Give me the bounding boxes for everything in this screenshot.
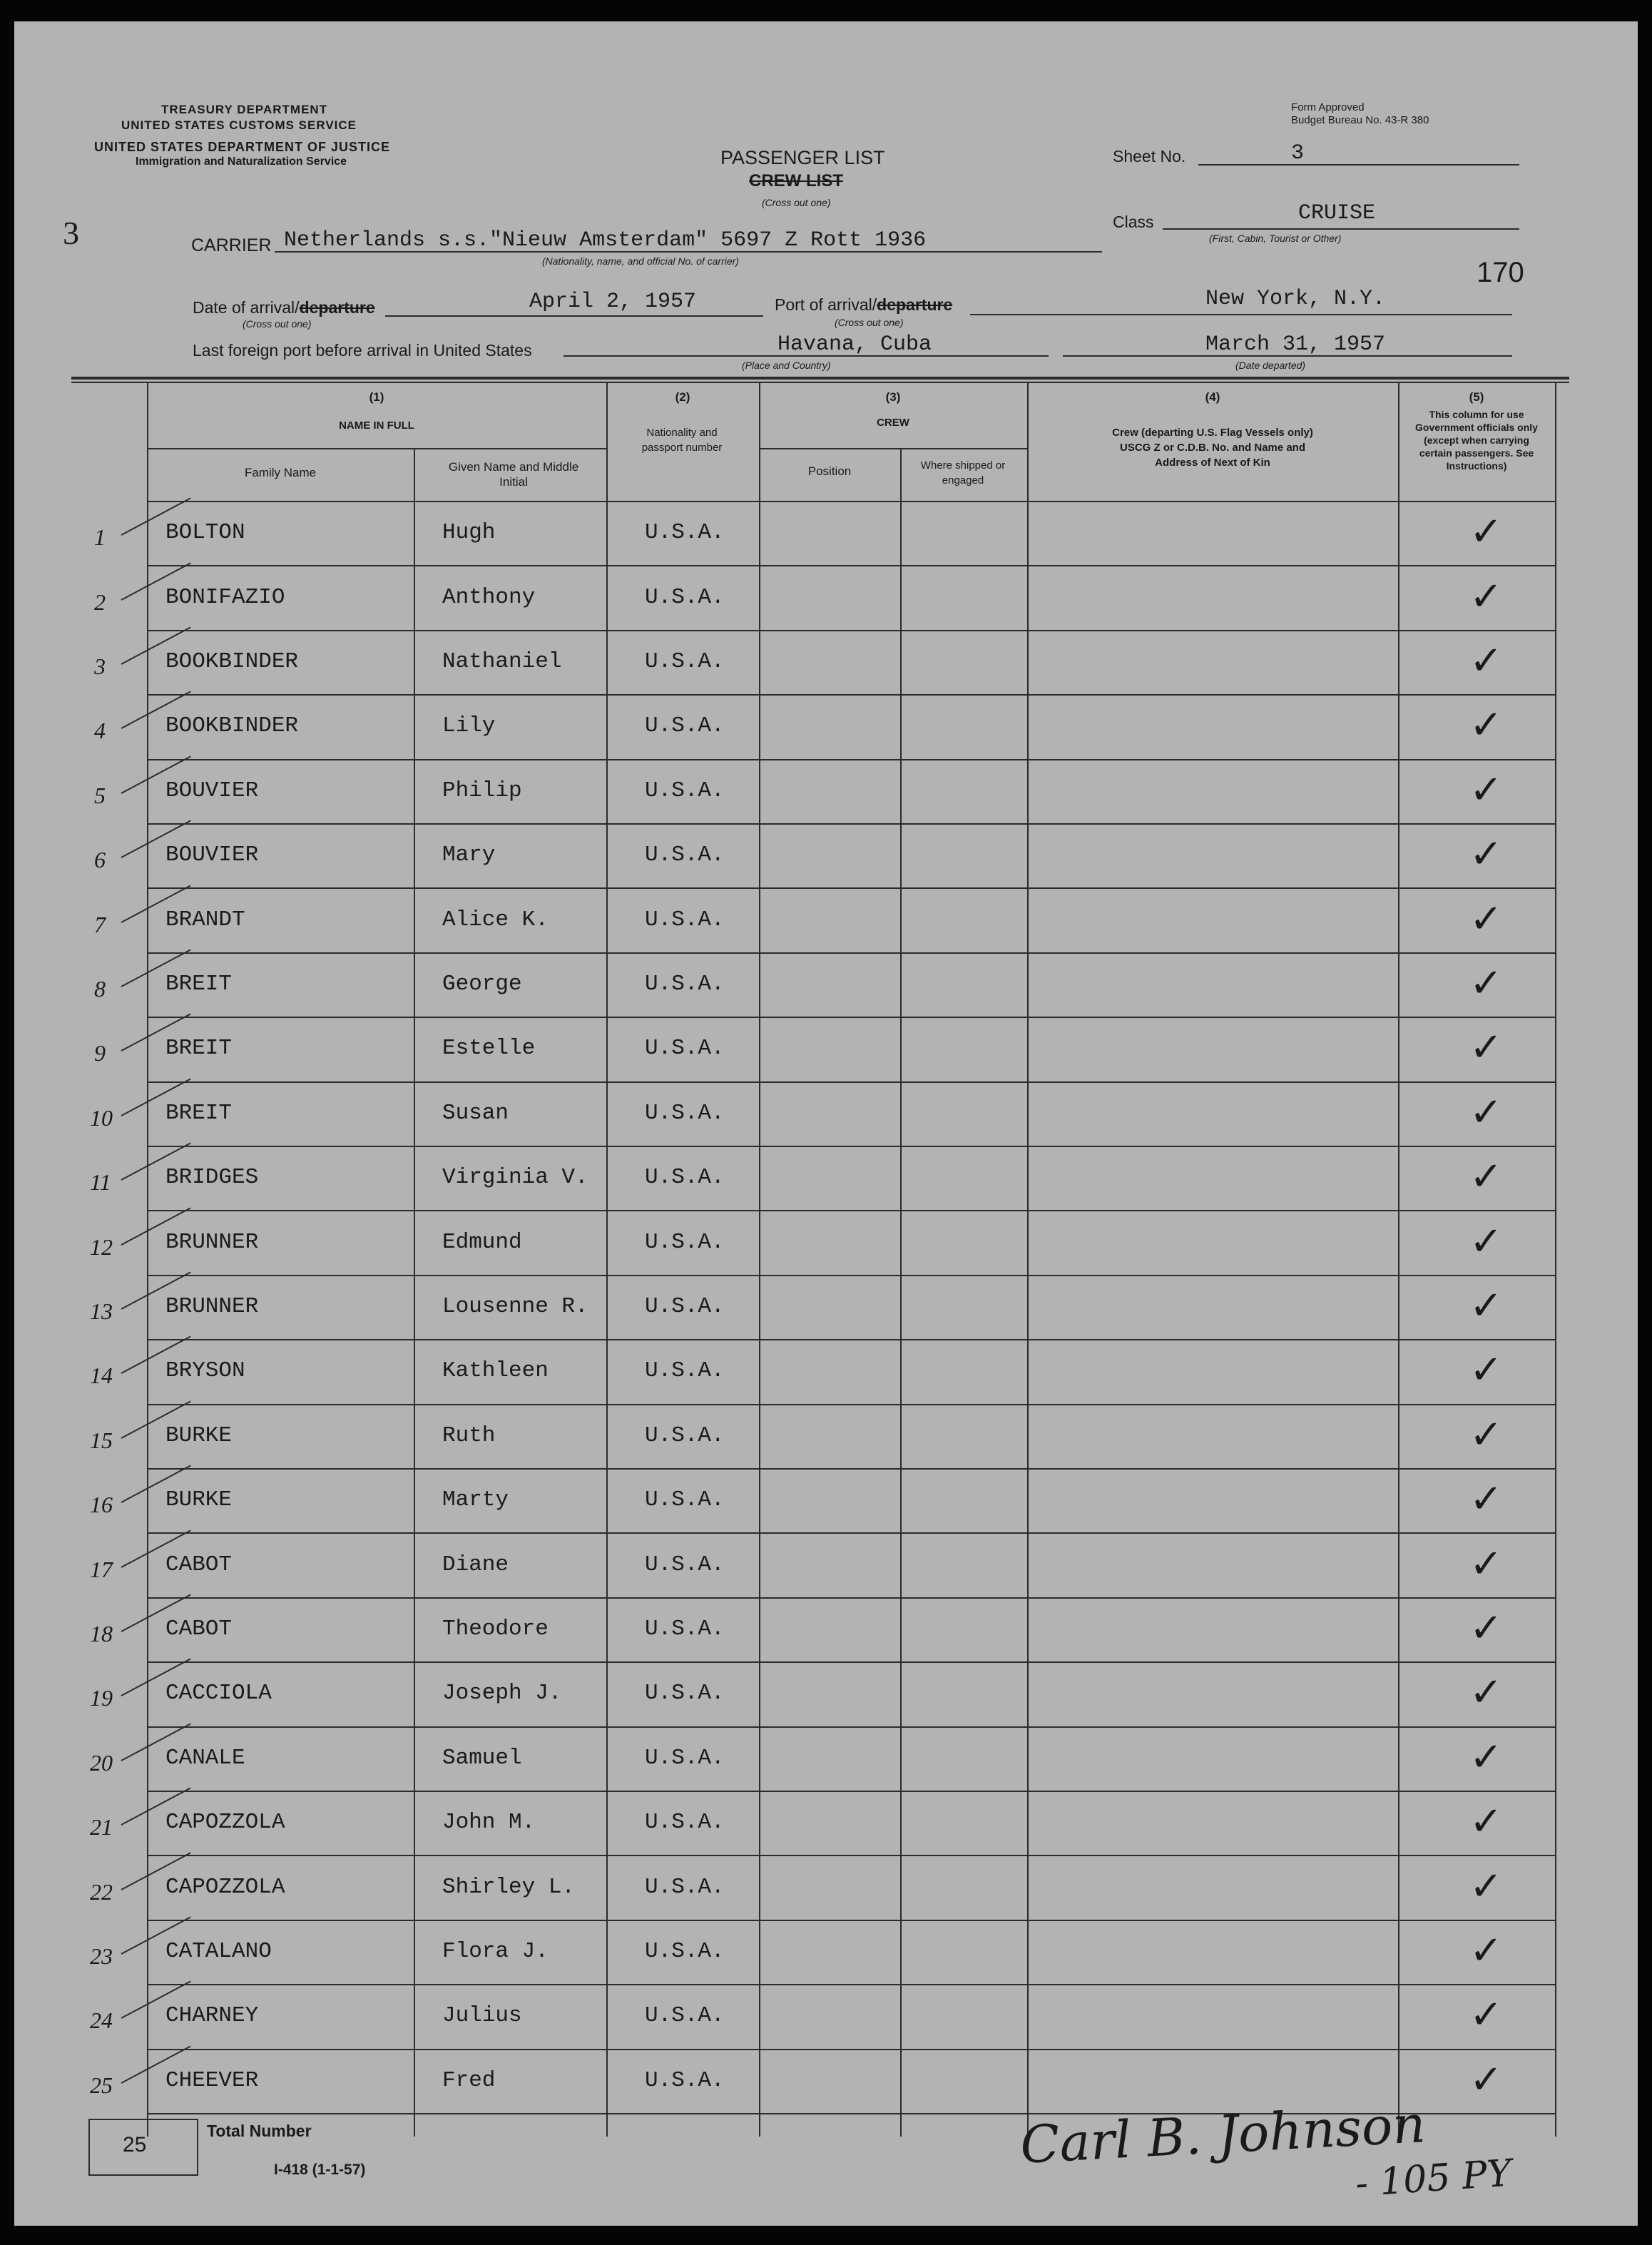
row-divider	[147, 1017, 1555, 1018]
check-mark-icon: ✓	[1469, 702, 1503, 748]
carrier-value: Netherlands s.s."Nieuw Amsterdam" 5697 Z Rott 1936	[284, 228, 927, 253]
dept-line: TREASURY DEPARTMENT	[161, 103, 328, 116]
signature: Carl B. Johnson	[1019, 2094, 1427, 2175]
arrival-value: April 2, 1957	[529, 290, 697, 314]
col2-title: Nationality and passport number	[641, 427, 723, 454]
row-divider	[147, 1726, 1555, 1728]
row-divider	[147, 1532, 1555, 1534]
family-name-cell: CHARNEY	[165, 2003, 259, 2028]
cross-out-hint: (Cross out one)	[762, 197, 831, 208]
check-mark-icon: ✓	[1469, 1798, 1503, 1845]
nationality-cell: U.S.A.	[645, 1681, 725, 1706]
nationality-cell: U.S.A.	[645, 1358, 725, 1383]
check-mark-icon: ✓	[1469, 2057, 1503, 2103]
row-divider	[147, 1920, 1555, 1921]
check-mark-icon: ✓	[1469, 1283, 1503, 1329]
given-name-cell: Joseph J.	[442, 1681, 562, 1706]
nationality-cell: U.S.A.	[645, 1810, 725, 1835]
family-name-cell: BREIT	[165, 1036, 233, 1061]
check-mark-icon: ✓	[1469, 831, 1503, 877]
departed-value: March 31, 1957	[1205, 332, 1386, 357]
given-name-cell: George	[442, 972, 522, 997]
given-name-cell: Edmund	[442, 1230, 522, 1255]
row-number: 18	[90, 1621, 113, 1646]
given-name-cell: Fred	[442, 2068, 496, 2093]
row-divider	[147, 1597, 1555, 1599]
check-mark-icon: ✓	[1469, 1605, 1503, 1651]
family-name-cell: BOOKBINDER	[165, 713, 299, 738]
nationality-cell: U.S.A.	[645, 713, 725, 738]
family-name-cell: BURKE	[165, 1487, 233, 1512]
nationality-cell: U.S.A.	[645, 1294, 725, 1319]
col3-title: CREW	[877, 417, 909, 429]
row-number: 2	[94, 589, 106, 615]
row-number: 1	[94, 524, 106, 550]
row-divider	[147, 887, 1555, 889]
form-code: I-418 (1-1-57)	[274, 2162, 366, 2178]
margin-mark: 3	[63, 215, 79, 251]
row-divider	[147, 1791, 1555, 1792]
family-name-cell: BRUNNER	[165, 1230, 259, 1255]
row-divider	[147, 1339, 1555, 1340]
given-name-cell: Estelle	[442, 1036, 536, 1061]
col4-title: Crew (departing U.S. Flag Vessels only) USCG Z or C.D.B. No. and Name and Address of Next of Kin	[1112, 427, 1313, 469]
check-mark-icon: ✓	[1469, 1992, 1503, 2038]
row-divider	[147, 1210, 1555, 1211]
arrival-crossed: departure	[299, 298, 375, 317]
family-name-cell: BRANDT	[165, 907, 245, 932]
row-number: 4	[94, 718, 106, 743]
family-name-cell: BOOKBINDER	[165, 649, 299, 674]
nationality-cell: U.S.A.	[645, 585, 725, 610]
col1-num: (1)	[369, 390, 384, 404]
row-divider	[147, 1984, 1555, 1985]
col1-title: NAME IN FULL	[339, 419, 414, 432]
check-mark-icon: ✓	[1469, 1154, 1503, 1200]
family-name-cell: CATALANO	[165, 1939, 272, 1964]
sheet-value: 3	[1291, 141, 1305, 166]
check-mark-icon: ✓	[1469, 1863, 1503, 1910]
nationality-cell: U.S.A.	[645, 520, 725, 545]
signature-code: - 105 PY	[1354, 2152, 1514, 2206]
col4-num: (4)	[1205, 390, 1220, 404]
carrier-label: CARRIER	[191, 235, 272, 255]
row-divider	[147, 1081, 1555, 1083]
nationality-cell: U.S.A.	[645, 1101, 725, 1126]
family-name-cell: CABOT	[165, 1552, 233, 1577]
nationality-cell: U.S.A.	[645, 2003, 725, 2028]
total-value: 25	[123, 2133, 147, 2157]
port-crossed: departure	[877, 295, 953, 314]
row-number: 14	[90, 1363, 113, 1388]
check-mark-icon: ✓	[1469, 896, 1503, 942]
crossed-title: CREW LIST	[749, 171, 843, 190]
check-mark-icon: ✓	[1469, 1412, 1503, 1458]
family-name-cell: BOUVIER	[165, 778, 259, 803]
row-divider	[147, 1404, 1555, 1405]
page-title: PASSENGER LIST	[720, 147, 885, 168]
check-mark-icon: ✓	[1469, 1089, 1503, 1136]
given-name-cell: Kathleen	[442, 1358, 549, 1383]
col5-num: (5)	[1469, 390, 1484, 404]
given-name-cell: Marty	[442, 1487, 509, 1512]
port-value: New York, N.Y.	[1205, 287, 1386, 311]
row-divider	[147, 2049, 1555, 2050]
row-number: 6	[94, 847, 106, 872]
family-name-cell: BOUVIER	[165, 842, 259, 867]
family-name-cell: BONIFAZIO	[165, 585, 285, 610]
row-divider	[147, 1146, 1555, 1147]
family-name-cell: CANALE	[165, 1746, 245, 1771]
given-name-cell: John M.	[442, 1810, 536, 1835]
family-name-cell: CABOT	[165, 1617, 233, 1641]
last-port-value: Havana, Cuba	[777, 332, 932, 357]
row-number: 19	[90, 1685, 113, 1711]
family-name-cell: BREIT	[165, 1101, 233, 1126]
class-label: Class	[1113, 213, 1154, 231]
row-number: 22	[90, 1879, 113, 1905]
total-box	[88, 2119, 198, 2176]
given-name-cell: Samuel	[442, 1746, 522, 1771]
family-name-cell: CAPOZZOLA	[165, 1875, 285, 1900]
nationality-cell: U.S.A.	[645, 1423, 725, 1448]
nationality-cell: U.S.A.	[645, 2068, 725, 2093]
shipped-header: Where shipped or engaged	[920, 459, 1006, 487]
port-hint: (Cross out one)	[835, 317, 904, 328]
dept-line: UNITED STATES CUSTOMS SERVICE	[121, 118, 357, 132]
col5-title: This column for use Government officials only (except when carrying certain passengers. See Instructions)	[1415, 409, 1538, 472]
given-name-cell: Diane	[442, 1552, 509, 1577]
family-name-cell: CAPOZZOLA	[165, 1810, 285, 1835]
check-mark-icon: ✓	[1469, 767, 1503, 813]
given-name-cell: Theodore	[442, 1617, 549, 1641]
col2-num: (2)	[675, 390, 690, 404]
nationality-cell: U.S.A.	[645, 842, 725, 867]
check-mark-icon: ✓	[1469, 1669, 1503, 1716]
check-mark-icon: ✓	[1469, 1476, 1503, 1522]
given-name-cell: Anthony	[442, 585, 536, 610]
position-header: Position	[807, 464, 852, 478]
row-divider	[147, 565, 1555, 566]
check-mark-icon: ✓	[1469, 1218, 1503, 1265]
last-port-label: Last foreign port before arrival in United States	[193, 341, 532, 360]
arrival-label: Date of arrival/departure	[193, 298, 375, 317]
family-name-cell: CHEEVER	[165, 2068, 259, 2093]
row-number: 20	[90, 1750, 113, 1776]
given-name-cell: Lousenne R.	[442, 1294, 588, 1319]
family-name-cell: BRYSON	[165, 1358, 245, 1383]
given-name-cell: Shirley L.	[442, 1875, 576, 1900]
given-name-cell: Lily	[442, 713, 496, 738]
given-name-cell: Philip	[442, 778, 522, 803]
row-number: 9	[94, 1040, 106, 1066]
row-divider	[147, 759, 1555, 760]
row-number: 23	[90, 1943, 113, 1969]
row-number: 8	[94, 976, 106, 1002]
family-name-cell: BOLTON	[165, 520, 245, 545]
given-name-cell: Susan	[442, 1101, 509, 1126]
family-name-cell: BRUNNER	[165, 1294, 259, 1319]
row-number: 25	[90, 2072, 113, 2098]
row-number: 13	[90, 1298, 113, 1324]
class-hint: (First, Cabin, Tourist or Other)	[1209, 233, 1342, 244]
nationality-cell: U.S.A.	[645, 1939, 725, 1964]
row-number: 16	[90, 1492, 113, 1517]
given-name-cell: Nathaniel	[442, 649, 562, 674]
row-number: 24	[90, 2007, 113, 2033]
departed-hint: (Date departed)	[1235, 360, 1306, 371]
family-name-cell: BREIT	[165, 972, 233, 997]
family-name-cell: BRIDGES	[165, 1165, 259, 1190]
last-port-hint: (Place and Country)	[742, 360, 831, 371]
port-label: Port of arrival/departure	[775, 295, 953, 314]
nationality-cell: U.S.A.	[645, 1875, 725, 1900]
family-name-cell: CACCIOLA	[165, 1681, 272, 1706]
row-divider	[147, 1661, 1555, 1663]
given-name-cell: Hugh	[442, 520, 496, 545]
check-mark-icon: ✓	[1469, 1928, 1503, 1974]
check-mark-icon: ✓	[1469, 1347, 1503, 1393]
given-name-cell: Mary	[442, 842, 496, 867]
carrier-hint: (Nationality, name, and official No. of carrier)	[542, 255, 739, 267]
page-number: 170	[1477, 257, 1524, 288]
given-name-header: Given Name and Middle Initial	[448, 460, 579, 489]
given-name-cell: Ruth	[442, 1423, 496, 1448]
nationality-cell: U.S.A.	[645, 972, 725, 997]
check-mark-icon: ✓	[1469, 638, 1503, 684]
row-number: 10	[90, 1105, 113, 1131]
row-number: 7	[94, 912, 106, 937]
nationality-cell: U.S.A.	[645, 1487, 725, 1512]
check-mark-icon: ✓	[1469, 1734, 1503, 1781]
check-mark-icon: ✓	[1469, 1541, 1503, 1587]
sheet-label: Sheet No.	[1113, 147, 1186, 166]
passenger-list-sheet	[14, 21, 1638, 2226]
total-label: Total Number	[207, 2122, 312, 2140]
row-number: 17	[90, 1557, 113, 1582]
family-name-cell: BURKE	[165, 1423, 233, 1448]
row-divider	[147, 694, 1555, 696]
row-divider	[147, 823, 1555, 825]
row-divider	[147, 1468, 1555, 1470]
row-divider	[147, 1275, 1555, 1276]
arrival-hint: (Cross out one)	[243, 318, 312, 330]
nationality-cell: U.S.A.	[645, 1165, 725, 1190]
row-number: 15	[90, 1427, 113, 1453]
row-number: 5	[94, 783, 106, 808]
row-number: 11	[90, 1169, 111, 1195]
given-name-cell: Flora J.	[442, 1939, 549, 1964]
nationality-cell: U.S.A.	[645, 1036, 725, 1061]
check-mark-icon: ✓	[1469, 574, 1503, 620]
nationality-cell: U.S.A.	[645, 1230, 725, 1255]
nationality-cell: U.S.A.	[645, 1617, 725, 1641]
row-divider	[147, 630, 1555, 631]
row-divider	[147, 952, 1555, 954]
form-approved: Form Approved	[1291, 101, 1365, 113]
dept-line: UNITED STATES DEPARTMENT OF JUSTICE	[94, 140, 391, 154]
given-name-cell: Alice K.	[442, 907, 549, 932]
row-number: 12	[90, 1234, 113, 1260]
nationality-cell: U.S.A.	[645, 778, 725, 803]
dept-line: Immigration and Naturalization Service	[136, 156, 347, 168]
check-mark-icon: ✓	[1469, 1024, 1503, 1071]
nationality-cell: U.S.A.	[645, 907, 725, 932]
nationality-cell: U.S.A.	[645, 1552, 725, 1577]
row-number: 21	[90, 1814, 113, 1840]
row-divider	[147, 1855, 1555, 1856]
class-value: CRUISE	[1298, 201, 1376, 225]
col3-num: (3)	[885, 390, 901, 404]
check-mark-icon: ✓	[1469, 960, 1503, 1007]
family-name-header: Family Name	[244, 466, 317, 479]
row-number: 3	[94, 653, 106, 679]
given-name-cell: Julius	[442, 2003, 522, 2028]
nationality-cell: U.S.A.	[645, 1746, 725, 1771]
nationality-cell: U.S.A.	[645, 649, 725, 674]
budget-bureau: Budget Bureau No. 43-R 380	[1291, 114, 1429, 126]
given-name-cell: Virginia V.	[442, 1165, 588, 1190]
check-mark-icon: ✓	[1469, 509, 1503, 555]
